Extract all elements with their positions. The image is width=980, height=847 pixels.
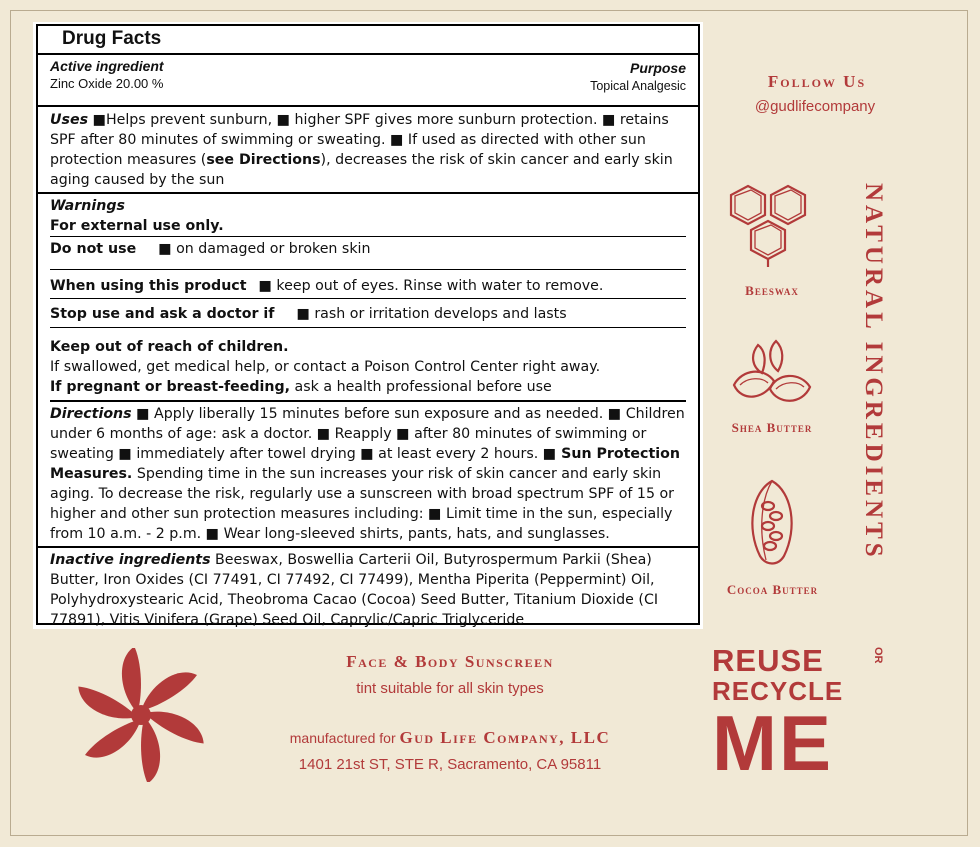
social-handle[interactable]: @gudlifecompany	[754, 98, 876, 115]
active-ingredient-section	[38, 55, 698, 107]
reuse-recycle-logo	[712, 643, 884, 787]
tint-description: tint suitable for all skin types	[356, 680, 544, 697]
almond-nuts-icon	[728, 337, 816, 409]
sun-protection-measures: ■ Sun Protection Measures.	[50, 446, 680, 482]
pinwheel-logo-icon	[74, 648, 208, 782]
keep-out-text: If swallowed, get medical help, or contact a Poison Control Center right away.	[50, 359, 601, 375]
purpose-heading: Purpose	[629, 60, 686, 76]
uses-see-directions: see Directions	[206, 152, 321, 168]
directions-text-3: Spending time in the sun increases your risk of skin cancer and early skin aging. To decrease the risk, regularly use a sunscreen with broad spectrum SPF of 15 or higher and other sun protection measures including: ■ Limit time in the sun, especially from 10 a.m. - 2 p.m.	[50, 466, 675, 542]
me-text: ME	[712, 699, 833, 787]
purpose-value: Topical Analgesic	[590, 79, 686, 93]
company-address: 1401 21st ST, STE R, Sacramento, CA 95811	[298, 756, 602, 773]
keep-out-label: Keep out of reach of children.	[50, 339, 289, 355]
uses-section	[38, 107, 698, 194]
drug-facts-panel	[33, 22, 703, 629]
when-using-text: ■ keep out of eyes. Rinse with water to remove.	[258, 278, 604, 294]
inactive-text: Beeswax, Boswellia Carterii Oil, Butyrospermum Parkii (Shea) Butter, Iron Oxides (CI 77491, CI 77492, CI 77499), Mentha Piperita (Peppermint) Oil, Polyhydroxystearic Acid, Theobroma Cacao (Cocoa) Seed Butter, Titanium Dioxide (CI 77891), Vitis Vinifera (Grape) Seed Oil, Caprylic/Capric Triglyceride	[50, 552, 659, 628]
directions-section	[38, 402, 698, 548]
warnings-heading: Warnings	[50, 198, 125, 214]
directions-text-4: ■ Wear long-sleeved shirts, pants, hats, and sunglasses.	[205, 526, 610, 542]
directions-text-2: ■ at least every 2 hours.	[360, 446, 543, 462]
reuse-text: REUSE	[712, 643, 824, 678]
stop-use-row	[38, 299, 698, 327]
do-not-use-text: ■ on damaged or broken skin	[158, 241, 371, 257]
manufacturer-prefix: manufactured for	[289, 730, 400, 746]
pregnant-label: If pregnant or breast-feeding,	[50, 379, 291, 395]
children-pregnancy-block	[38, 328, 698, 400]
company-name: Gud Life Company, LLC	[399, 728, 611, 747]
natural-ingredients-vertical-title: NATURAL INGREDIENTS	[860, 183, 887, 561]
drug-facts-box	[36, 24, 700, 628]
ingredient-beeswax: Beeswax	[745, 283, 799, 298]
do-not-use-row	[38, 237, 698, 269]
do-not-use-label: Do not use	[50, 241, 137, 257]
active-ingredient-heading: Active ingredient	[50, 58, 164, 74]
recycle-text: RECYCLE	[712, 676, 844, 706]
honeycomb-icon	[726, 183, 818, 269]
when-using-label: When using this product	[50, 278, 247, 294]
pregnant-text: ask a health professional before use	[290, 379, 552, 395]
warnings-section	[38, 194, 698, 400]
uses-text-end: ), decreases the risk of skin cancer and early skin aging caused by the sun	[50, 152, 673, 188]
external-use-text: For external use only.	[50, 218, 224, 234]
when-using-row	[38, 270, 698, 298]
ingredient-cocoa-butter: Cocoa Butter	[726, 582, 819, 597]
inactive-heading: Inactive ingredients	[50, 552, 211, 568]
or-text: OR	[872, 647, 884, 664]
product-name: Face & Body Sunscreen	[346, 652, 554, 671]
follow-us-label: Follow Us	[767, 72, 867, 91]
drug-facts-title: Drug Facts	[38, 26, 698, 55]
directions-text: ■ Apply liberally 15 minutes before sun exposure and as needed. ■ Children under 6 months of age: ask a doctor. ■ Reapply ■ after 80 minutes of swimming or sweating ■ immediately after towel drying	[50, 406, 685, 462]
ingredient-shea-butter: Shea Butter	[731, 420, 813, 435]
manufacturer-line	[240, 728, 660, 748]
stop-use-text: ■ rash or irritation develops and lasts	[296, 306, 567, 322]
stop-use-label: Stop use and ask a doctor if	[50, 306, 275, 322]
directions-heading: Directions	[50, 406, 132, 422]
uses-heading: Uses	[50, 112, 89, 128]
uses-text: ■Helps prevent sunburn, ■ higher SPF gives more sunburn protection. ■ retains SPF after 80 minutes of swimming or sweating. ■ If used as directed with other sun protection measures (	[50, 112, 669, 168]
inactive-ingredients-section	[38, 548, 698, 630]
active-ingredient-value: Zinc Oxide 20.00 %	[50, 76, 164, 91]
cocoa-pod-icon	[744, 478, 800, 570]
